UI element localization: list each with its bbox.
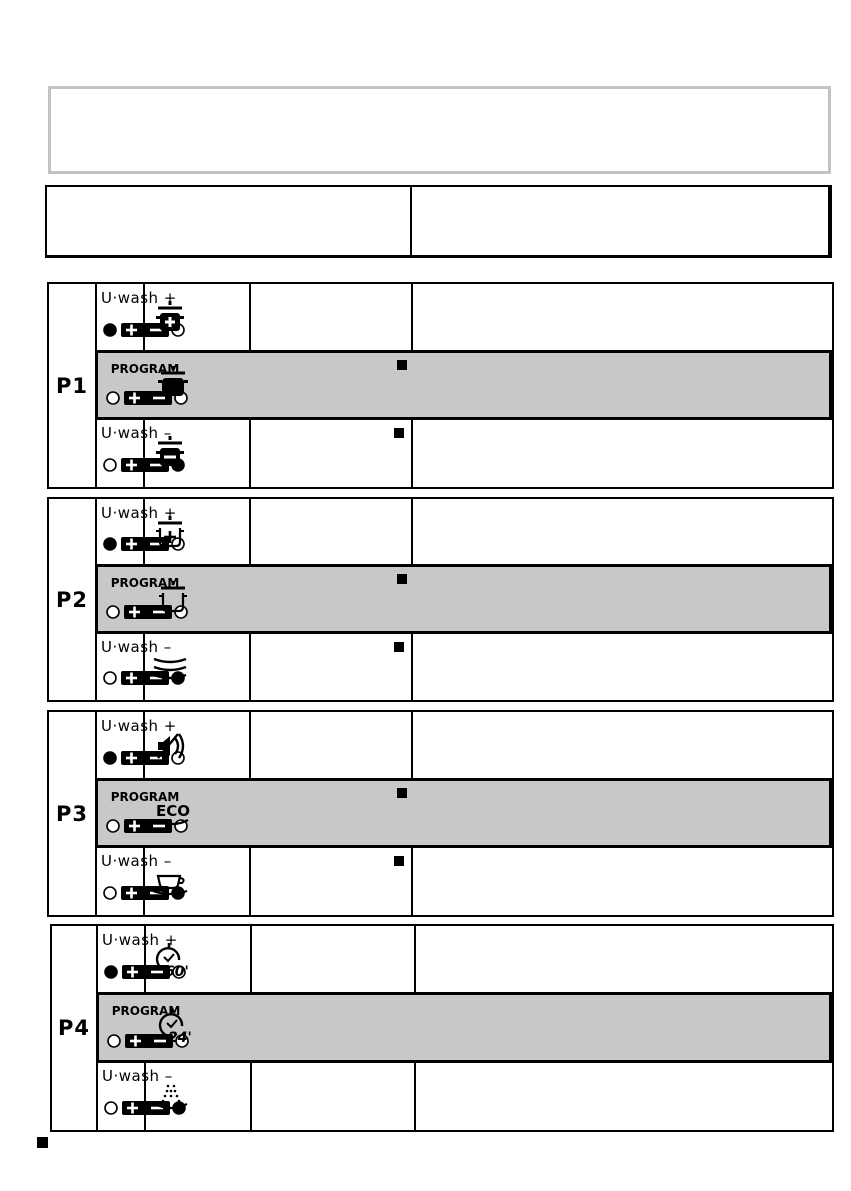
program-group-p1 [47,282,834,489]
program-label: P2 [55,587,88,612]
program-row [96,1062,832,1130]
mode-label: PROGRAM [110,789,180,804]
timer-60-icon [149,938,193,982]
mode-label: U·wash + [101,504,177,522]
header-divider [410,187,412,255]
pot-outline-plus-icon [148,511,192,555]
svg-text:60': 60' [165,964,189,980]
program-group-p2 [47,497,834,702]
pot-minus-icon [148,431,192,475]
program-row [95,284,832,352]
mode-label: PROGRAM [111,1004,181,1018]
mode-label: U·wash – [101,638,172,656]
table-header [45,185,832,258]
footnote-marker-icon [397,788,407,798]
eco-icon-text: ECO [155,802,191,821]
footnote-marker-icon [394,856,404,866]
mode-label: U·wash + [102,931,178,949]
program-row [96,992,832,1063]
rinse-icon [149,1074,193,1118]
mode-label: U·wash – [102,1067,173,1085]
svg-text:24': 24' [168,1030,192,1046]
program-label: P4 [57,1016,90,1040]
program-row [95,633,832,700]
timer-24-icon [152,1004,196,1048]
title-box [48,86,831,174]
program-row [95,564,832,634]
program-row [95,499,832,566]
pot-outline-icon [151,576,195,620]
pot-solid-icon [151,361,195,405]
program-row [95,778,832,849]
mode-label: U·wash + [101,717,177,735]
silent-icon [148,724,192,768]
mode-label: PROGRAM [110,576,180,590]
footnote-marker-icon [394,642,404,652]
program-label: P3 [55,801,88,826]
mode-label: PROGRAM [110,361,180,376]
waves-icon [148,645,192,689]
footnote-marker-icon [394,428,404,438]
program-row [95,350,832,421]
footnote-marker [37,1137,48,1148]
cup-icon [148,859,192,903]
program-row [96,926,832,994]
program-row [95,419,832,487]
program-group-p3 [47,710,834,917]
pot-plus-icon [148,296,192,340]
program-row [95,847,832,915]
program-group-p4 [50,924,834,1132]
mode-label: U·wash – [101,852,172,871]
program-label: P1 [55,373,88,398]
mode-label: U·wash + [101,289,177,307]
program-row [95,712,832,780]
footnote-marker-icon [397,574,407,584]
footnote-marker-icon [397,360,407,370]
mode-label: U·wash – [101,424,172,443]
eco-icon [151,789,195,833]
